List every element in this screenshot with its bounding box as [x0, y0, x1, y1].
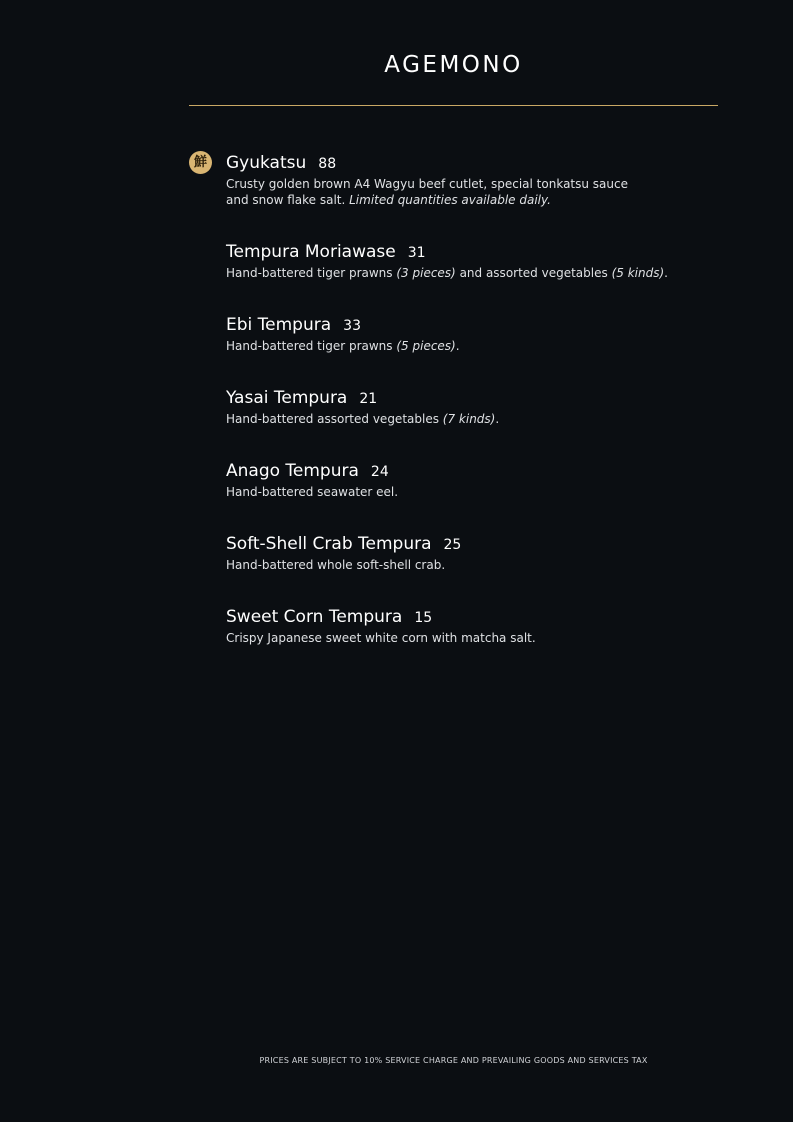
item-price: 31 — [407, 245, 426, 261]
fresh-kanji-badge-icon: 鮮 — [189, 151, 212, 174]
desc-text: . — [455, 339, 460, 353]
menu-item-yasai-tempura — [226, 385, 706, 427]
menu-item-sweet-corn-tempura — [226, 604, 706, 646]
desc-text: . — [664, 266, 668, 280]
item-name: Sweet Corn Tempura — [226, 607, 403, 627]
desc-text: Hand-battered whole soft-shell crab. — [226, 558, 446, 572]
menu-item-list — [193, 150, 706, 677]
item-price: 24 — [370, 464, 389, 480]
item-name: Yasai Tempura — [226, 388, 348, 408]
desc-text: Crispy Japanese sweet white corn with matcha salt. — [226, 631, 536, 645]
footer-disclaimer: PRICES ARE SUBJECT TO 10% SERVICE CHARGE AND PREVAILING GOODS AND SERVICES TAX — [259, 1056, 648, 1065]
menu-item-soft-shell-crab-tempura — [226, 531, 706, 573]
menu-item-tempura-moriawase — [226, 239, 706, 281]
item-description — [226, 630, 706, 646]
item-name: Tempura Moriawase — [226, 242, 396, 262]
item-price: 25 — [443, 537, 462, 553]
desc-text: Hand-battered assorted vegetables — [226, 412, 443, 426]
item-name: Soft-Shell Crab Tempura — [226, 534, 432, 554]
item-description — [226, 557, 706, 573]
desc-text: Crusty golden brown A4 Wagyu beef cutlet, special tonkatsu sauce — [226, 177, 628, 191]
desc-note: Limited quantities available daily. — [349, 193, 551, 207]
item-description — [226, 265, 706, 281]
item-price: 88 — [318, 156, 337, 172]
page-title: AGEMONO — [384, 52, 523, 78]
item-description — [226, 338, 706, 354]
item-name: Anago Tempura — [226, 461, 359, 481]
desc-text: . — [495, 412, 500, 426]
menu-item-gyukatsu — [193, 150, 706, 208]
desc-text: and snow flake salt. — [226, 193, 350, 207]
item-price: 21 — [359, 391, 378, 407]
menu-item-anago-tempura — [226, 458, 706, 500]
desc-text: and assorted vegetables — [455, 266, 612, 280]
item-description — [226, 176, 706, 208]
item-price: 15 — [414, 610, 433, 626]
desc-note: (5 kinds) — [611, 266, 665, 280]
desc-text: Hand-battered tiger prawns — [226, 266, 397, 280]
item-name: Ebi Tempura — [226, 315, 332, 335]
desc-note: (3 pieces) — [396, 266, 456, 280]
item-description — [226, 411, 706, 427]
item-price: 33 — [343, 318, 361, 334]
item-description — [226, 484, 706, 500]
item-name: Gyukatsu — [226, 153, 307, 173]
desc-text: Hand-battered seawater eel. — [226, 485, 399, 499]
desc-note: (7 kinds) — [442, 412, 496, 426]
desc-note: (5 pieces) — [396, 339, 456, 353]
gold-divider — [189, 105, 718, 106]
desc-text: Hand-battered tiger prawns — [226, 339, 397, 353]
menu-item-ebi-tempura — [226, 312, 706, 354]
